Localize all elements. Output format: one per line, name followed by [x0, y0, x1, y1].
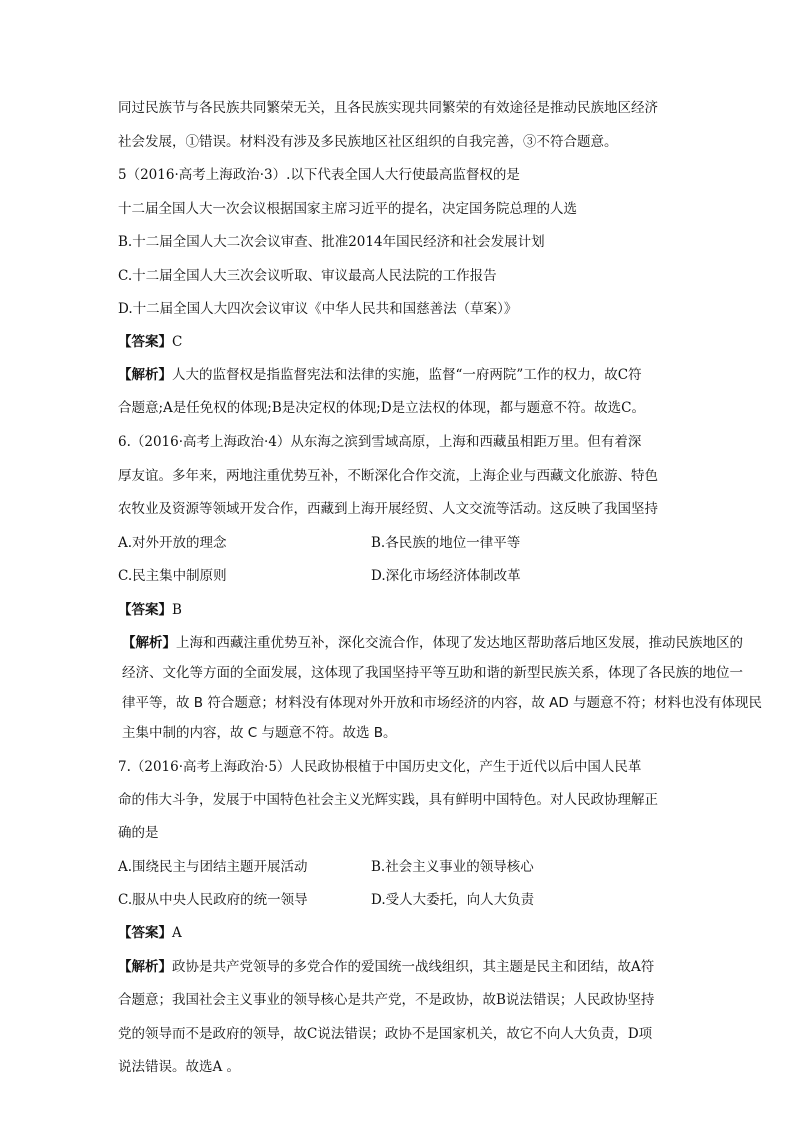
question-6-answer [118, 600, 182, 620]
question-7-option-b: B.社会主义事业的领导核心 [371, 859, 534, 875]
question-6-stem: 6.（2016·高考上海政治·4）从东海之滨到雪域高原，上海和西藏虽相距万里。但有着深 [118, 434, 642, 450]
text-line: 厚友谊。多年来，两地注重优势互补，不断深化合作交流，上海企业与西藏文化旅游、特色 [118, 468, 658, 484]
question-5-stem: 5（2016·高考上海政治·3）.以下代表全国人大行使最高监督权的是 [118, 167, 520, 183]
text-line: 命的伟大斗争，发展于中国特色社会主义光辉实践，具有鲜明中国特色。对人民政协理解正 [118, 792, 658, 808]
analysis-label: 【解析】 [118, 959, 172, 975]
question-5-option-b: B.十二届全国人大二次会议审查、批准2014年国民经济和社会发展计划 [118, 234, 545, 250]
question-7-analysis [118, 957, 654, 977]
question-5-option-d: D.十二届全国人大四次会议审议《中华人民共和国慈善法（草案）》 [118, 301, 518, 317]
text-line: 党的领导而不是政府的领导，故C说法错误；政协不是国家机关，故它不向人大负责，D项 [118, 1026, 653, 1042]
question-7-answer [118, 923, 182, 943]
question-6-option-b: B.各民族的地位一律平等 [371, 535, 521, 551]
text-line: 合题意；我国社会主义事业的领导核心是共产党，不是政协，故B说法错误；人民政协坚持 [118, 992, 655, 1008]
question-5-analysis [118, 365, 642, 385]
analysis-text: 上海和西藏注重优势互补，深化交流合作，体现了发达地区帮助落后地区发展，推动民族地区的 [176, 635, 743, 651]
question-7-option-d: D.受人大委托，向人大负责 [371, 892, 535, 908]
answer-value: C [172, 334, 183, 350]
question-5-option-c: C.十二届全国人大三次会议听取、审议最高人民法院的工作报告 [118, 268, 497, 284]
answer-label: 【答案】 [118, 925, 172, 941]
analysis-label: 【解析】 [122, 635, 176, 651]
analysis-text: 人大的监督权是指监督宪法和法律的实施，监督“一府两院”工作的权力，故C符 [172, 367, 642, 383]
answer-label: 【答案】 [118, 602, 172, 618]
text-line: 经济、文化等方面的全面发展，这体现了我国坚持平等互助和谐的新型民族关系，体现了各民族的地位一 [122, 665, 743, 681]
text-line: 合题意;A是任免权的体现;B是决定权的体现;D是立法权的体现，都与题意不符。故选C。 [118, 400, 645, 416]
text-line: 律平等，故 B 符合题意；材料没有体现对外开放和市场经济的内容，故 AD 与题意不符；材料也没有体现民 [122, 695, 763, 711]
question-5-answer [118, 332, 182, 352]
answer-label: 【答案】 [118, 334, 172, 350]
question-7-option-a: A.围绕民主与团结主题开展活动 [118, 859, 308, 875]
analysis-label: 【解析】 [118, 367, 172, 383]
question-6-option-d: D.深化市场经济体制改革 [371, 568, 521, 584]
analysis-text: 政协是共产党领导的多党合作的爱国统一战线组织，其主题是民主和团结，故A符 [172, 959, 655, 975]
text-line: 农牧业及资源等领域开发合作，西藏到上海开展经贸、人文交流等活动。这反映了我国坚持 [118, 501, 658, 517]
text-line: 说法错误。故选A 。 [118, 1059, 241, 1075]
text-line: 社会发展，①错误。材料没有涉及多民族地区社区组织的自我完善，③不符合题意。 [118, 134, 618, 150]
text-line: 主集中制的内容，故 C 与题意不符。故选 B。 [122, 725, 397, 741]
question-6-option-a: A.对外开放的理念 [118, 535, 227, 551]
question-7-stem: 7.（2016·高考上海政治·5）人民政协根植于中国历史文化，产生于近代以后中国人民革 [118, 759, 642, 775]
question-7-option-c: C.服从中央人民政府的统一领导 [118, 892, 308, 908]
question-6-analysis [122, 633, 743, 653]
question-6-option-c: C.民主集中制原则 [118, 568, 227, 584]
text-line: 确的是 [118, 825, 159, 841]
answer-value: B [172, 602, 182, 618]
question-5-option-a: 十二届全国人大一次会议根据国家主席习近平的提名，决定国务院总理的人选 [118, 201, 577, 217]
text-line: 同过民族节与各民族共同繁荣无关，且各民族实现共同繁荣的有效途径是推动民族地区经济 [118, 100, 658, 116]
answer-value: A [172, 925, 182, 941]
